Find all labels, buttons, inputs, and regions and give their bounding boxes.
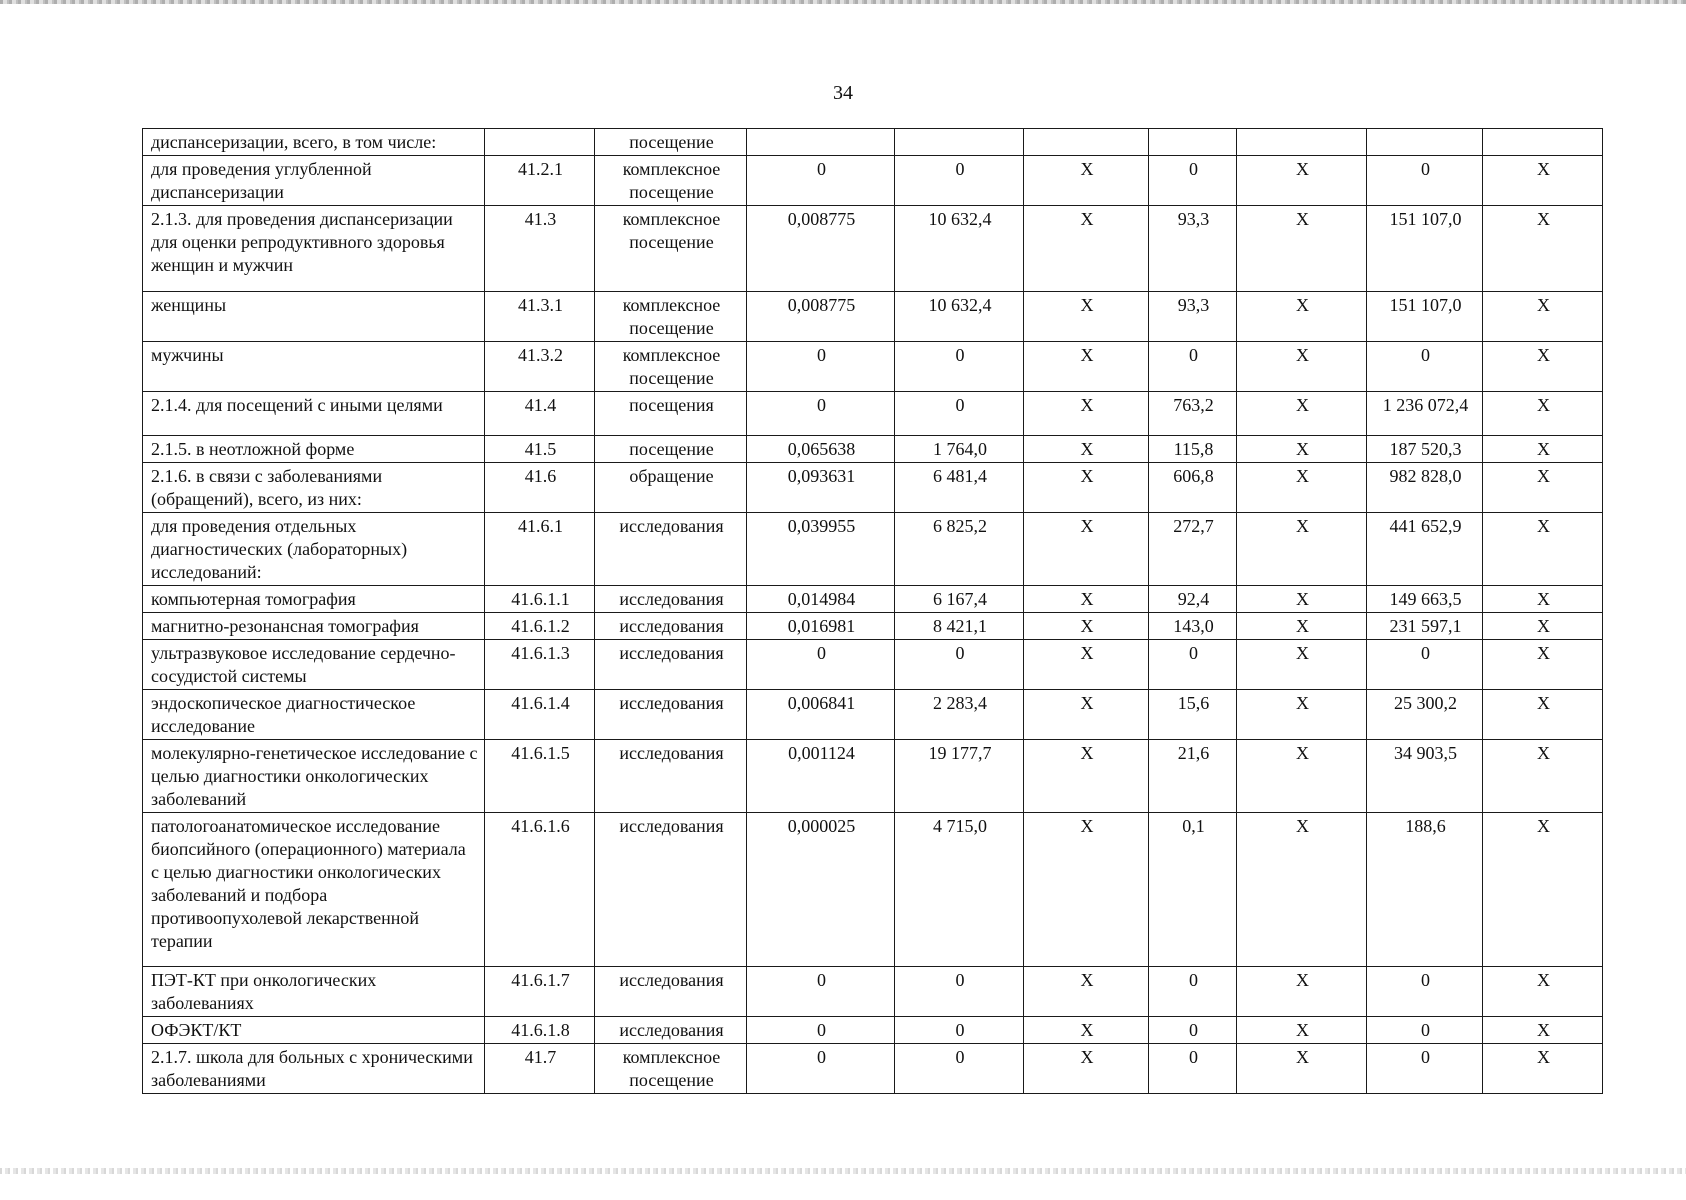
value-col-1: 0 xyxy=(747,640,895,690)
value-col-5: X xyxy=(1237,613,1367,640)
row-name: женщины xyxy=(143,292,485,342)
value-col-7: X xyxy=(1483,1044,1603,1094)
value-col-4: 143,0 xyxy=(1149,613,1237,640)
value-col-2: 6 825,2 xyxy=(895,513,1024,586)
value-col-7: X xyxy=(1483,292,1603,342)
row-code: 41.6.1.7 xyxy=(485,967,595,1017)
value-col-6: 151 107,0 xyxy=(1367,206,1483,292)
scan-edge-top xyxy=(0,0,1686,4)
value-col-6 xyxy=(1367,129,1483,156)
value-col-3: X xyxy=(1024,613,1149,640)
value-col-1: 0 xyxy=(747,1017,895,1044)
row-code: 41.7 xyxy=(485,1044,595,1094)
table-row xyxy=(143,463,1603,513)
value-col-7: X xyxy=(1483,513,1603,586)
value-col-4: 0 xyxy=(1149,1044,1237,1094)
value-col-4: 92,4 xyxy=(1149,586,1237,613)
value-col-1: 0 xyxy=(747,1044,895,1094)
value-col-2: 10 632,4 xyxy=(895,292,1024,342)
value-col-5: X xyxy=(1237,392,1367,436)
row-name: ОФЭКТ/КТ xyxy=(143,1017,485,1044)
table-row xyxy=(143,292,1603,342)
value-col-4: 0 xyxy=(1149,156,1237,206)
value-col-4: 15,6 xyxy=(1149,690,1237,740)
value-col-1: 0,001124 xyxy=(747,740,895,813)
value-col-5: X xyxy=(1237,690,1367,740)
row-name: 2.1.3. для проведения диспансеризации для оценки репродуктивного здоровья женщин и мужчин xyxy=(143,206,485,292)
value-col-5: X xyxy=(1237,463,1367,513)
value-col-4: 93,3 xyxy=(1149,292,1237,342)
value-col-1: 0,000025 xyxy=(747,813,895,967)
value-col-7: X xyxy=(1483,392,1603,436)
table-row xyxy=(143,640,1603,690)
value-col-7: X xyxy=(1483,342,1603,392)
value-col-7: X xyxy=(1483,156,1603,206)
value-col-3: X xyxy=(1024,342,1149,392)
row-unit: исследования xyxy=(595,813,747,967)
value-col-7: X xyxy=(1483,463,1603,513)
value-col-6: 0 xyxy=(1367,1017,1483,1044)
row-name: 2.1.5. в неотложной форме xyxy=(143,436,485,463)
value-col-6: 441 652,9 xyxy=(1367,513,1483,586)
row-code: 41.6.1.6 xyxy=(485,813,595,967)
value-col-1: 0,065638 xyxy=(747,436,895,463)
value-col-3: X xyxy=(1024,1017,1149,1044)
row-unit: исследования xyxy=(595,640,747,690)
table-row xyxy=(143,156,1603,206)
row-code: 41.3.2 xyxy=(485,342,595,392)
value-col-1: 0,014984 xyxy=(747,586,895,613)
value-col-7: X xyxy=(1483,740,1603,813)
value-col-2: 6 167,4 xyxy=(895,586,1024,613)
value-col-4: 0 xyxy=(1149,967,1237,1017)
row-code xyxy=(485,129,595,156)
row-name: молекулярно-генетическое исследование с целью диагностики онкологических заболеваний xyxy=(143,740,485,813)
value-col-3: X xyxy=(1024,463,1149,513)
row-unit: комплексное посещение xyxy=(595,1044,747,1094)
value-col-1: 0,093631 xyxy=(747,463,895,513)
value-col-1: 0 xyxy=(747,342,895,392)
value-col-3: X xyxy=(1024,690,1149,740)
value-col-3: X xyxy=(1024,436,1149,463)
value-col-6: 149 663,5 xyxy=(1367,586,1483,613)
value-col-1: 0 xyxy=(747,392,895,436)
row-code: 41.5 xyxy=(485,436,595,463)
row-unit: обращение xyxy=(595,463,747,513)
row-unit: исследования xyxy=(595,1017,747,1044)
value-col-4: 21,6 xyxy=(1149,740,1237,813)
row-code: 41.6.1 xyxy=(485,513,595,586)
value-col-4: 93,3 xyxy=(1149,206,1237,292)
value-col-5: X xyxy=(1237,813,1367,967)
row-unit: посещение xyxy=(595,436,747,463)
value-col-3: X xyxy=(1024,640,1149,690)
value-col-4: 0 xyxy=(1149,1017,1237,1044)
row-name: патологоанатомическое исследование биопсийного (операционного) материала с целью диагностики онкологических заболеваний и подбора противоопухолевой лекарственной терапии xyxy=(143,813,485,967)
table-row xyxy=(143,613,1603,640)
value-col-1: 0 xyxy=(747,967,895,1017)
table-row xyxy=(143,392,1603,436)
value-col-2: 0 xyxy=(895,1017,1024,1044)
value-col-6: 34 903,5 xyxy=(1367,740,1483,813)
value-col-4: 763,2 xyxy=(1149,392,1237,436)
value-col-1: 0,016981 xyxy=(747,613,895,640)
value-col-3: X xyxy=(1024,513,1149,586)
value-col-3: X xyxy=(1024,813,1149,967)
row-unit: исследования xyxy=(595,613,747,640)
value-col-4 xyxy=(1149,129,1237,156)
row-unit: исследования xyxy=(595,967,747,1017)
value-col-6: 151 107,0 xyxy=(1367,292,1483,342)
row-unit: комплексное посещение xyxy=(595,206,747,292)
value-col-3: X xyxy=(1024,1044,1149,1094)
table-row xyxy=(143,129,1603,156)
row-name: эндоскопическое диагностическое исследование xyxy=(143,690,485,740)
table-row xyxy=(143,1017,1603,1044)
row-code: 41.2.1 xyxy=(485,156,595,206)
value-col-2: 2 283,4 xyxy=(895,690,1024,740)
value-col-6: 0 xyxy=(1367,640,1483,690)
row-name: ультразвуковое исследование сердечно-сосудистой системы xyxy=(143,640,485,690)
row-code: 41.6 xyxy=(485,463,595,513)
value-col-4: 606,8 xyxy=(1149,463,1237,513)
value-col-6: 231 597,1 xyxy=(1367,613,1483,640)
value-col-7: X xyxy=(1483,967,1603,1017)
value-col-6: 0 xyxy=(1367,156,1483,206)
value-col-7: X xyxy=(1483,613,1603,640)
row-unit: исследования xyxy=(595,586,747,613)
value-col-5: X xyxy=(1237,740,1367,813)
row-code: 41.6.1.3 xyxy=(485,640,595,690)
value-col-5 xyxy=(1237,129,1367,156)
row-unit: комплексное посещение xyxy=(595,292,747,342)
value-col-2: 19 177,7 xyxy=(895,740,1024,813)
row-unit: посещение xyxy=(595,129,747,156)
value-col-3: X xyxy=(1024,206,1149,292)
table-row xyxy=(143,436,1603,463)
value-col-2: 0 xyxy=(895,392,1024,436)
value-col-2: 0 xyxy=(895,342,1024,392)
row-code: 41.6.1.1 xyxy=(485,586,595,613)
value-col-1: 0,039955 xyxy=(747,513,895,586)
row-unit: исследования xyxy=(595,690,747,740)
page-number: 34 xyxy=(833,82,853,104)
value-col-5: X xyxy=(1237,156,1367,206)
value-col-2: 0 xyxy=(895,156,1024,206)
value-col-1: 0,006841 xyxy=(747,690,895,740)
value-col-7: X xyxy=(1483,1017,1603,1044)
value-col-7: X xyxy=(1483,436,1603,463)
value-col-5: X xyxy=(1237,1017,1367,1044)
value-col-7 xyxy=(1483,129,1603,156)
table-row xyxy=(143,1044,1603,1094)
row-name: 2.1.4. для посещений с иными целями xyxy=(143,392,485,436)
value-col-3: X xyxy=(1024,740,1149,813)
row-name: компьютерная томография xyxy=(143,586,485,613)
row-code: 41.4 xyxy=(485,392,595,436)
value-col-6: 188,6 xyxy=(1367,813,1483,967)
row-name: для проведения отдельных диагностических (лабораторных) исследований: xyxy=(143,513,485,586)
value-col-4: 115,8 xyxy=(1149,436,1237,463)
value-col-2: 10 632,4 xyxy=(895,206,1024,292)
value-col-6: 0 xyxy=(1367,1044,1483,1094)
row-code: 41.6.1.4 xyxy=(485,690,595,740)
value-col-2: 0 xyxy=(895,1044,1024,1094)
row-code: 41.6.1.8 xyxy=(485,1017,595,1044)
value-col-1: 0,008775 xyxy=(747,292,895,342)
value-col-6: 1 236 072,4 xyxy=(1367,392,1483,436)
table-row xyxy=(143,342,1603,392)
row-unit: исследования xyxy=(595,740,747,813)
table-row xyxy=(143,513,1603,586)
row-unit: комплексное посещение xyxy=(595,156,747,206)
value-col-3: X xyxy=(1024,586,1149,613)
value-col-5: X xyxy=(1237,206,1367,292)
value-col-2: 6 481,4 xyxy=(895,463,1024,513)
value-col-2: 0 xyxy=(895,640,1024,690)
row-unit: посещения xyxy=(595,392,747,436)
row-code: 41.6.1.2 xyxy=(485,613,595,640)
row-unit: исследования xyxy=(595,513,747,586)
table-row xyxy=(143,586,1603,613)
value-col-2 xyxy=(895,129,1024,156)
value-col-1: 0,008775 xyxy=(747,206,895,292)
value-col-5: X xyxy=(1237,436,1367,463)
value-col-6: 0 xyxy=(1367,967,1483,1017)
row-unit: комплексное посещение xyxy=(595,342,747,392)
row-code: 41.6.1.5 xyxy=(485,740,595,813)
value-col-5: X xyxy=(1237,640,1367,690)
value-col-4: 0 xyxy=(1149,640,1237,690)
value-col-7: X xyxy=(1483,206,1603,292)
row-name: для проведения углубленной диспансеризации xyxy=(143,156,485,206)
row-code: 41.3 xyxy=(485,206,595,292)
value-col-3: X xyxy=(1024,292,1149,342)
value-col-4: 0 xyxy=(1149,342,1237,392)
value-col-3 xyxy=(1024,129,1149,156)
table-row xyxy=(143,813,1603,967)
row-name: диспансеризации, всего, в том числе: xyxy=(143,129,485,156)
value-col-6: 982 828,0 xyxy=(1367,463,1483,513)
value-col-6: 25 300,2 xyxy=(1367,690,1483,740)
value-col-5: X xyxy=(1237,342,1367,392)
row-name: 2.1.7. школа для больных с хроническими заболеваниями xyxy=(143,1044,485,1094)
row-name: мужчины xyxy=(143,342,485,392)
value-col-5: X xyxy=(1237,967,1367,1017)
value-col-5: X xyxy=(1237,586,1367,613)
value-col-7: X xyxy=(1483,640,1603,690)
value-col-4: 0,1 xyxy=(1149,813,1237,967)
value-col-6: 0 xyxy=(1367,342,1483,392)
table-row xyxy=(143,206,1603,292)
scan-edge-bottom xyxy=(0,1168,1686,1174)
value-col-3: X xyxy=(1024,156,1149,206)
value-col-2: 4 715,0 xyxy=(895,813,1024,967)
value-col-2: 8 421,1 xyxy=(895,613,1024,640)
value-col-5: X xyxy=(1237,513,1367,586)
value-col-5: X xyxy=(1237,292,1367,342)
value-col-2: 0 xyxy=(895,967,1024,1017)
value-col-1 xyxy=(747,129,895,156)
row-code: 41.3.1 xyxy=(485,292,595,342)
value-col-5: X xyxy=(1237,1044,1367,1094)
row-name: 2.1.6. в связи с заболеваниями (обращений), всего, из них: xyxy=(143,463,485,513)
value-col-3: X xyxy=(1024,392,1149,436)
value-col-1: 0 xyxy=(747,156,895,206)
value-col-3: X xyxy=(1024,967,1149,1017)
table-row xyxy=(143,690,1603,740)
value-col-7: X xyxy=(1483,690,1603,740)
tariff-table xyxy=(142,128,1603,1094)
table-row xyxy=(143,740,1603,813)
value-col-2: 1 764,0 xyxy=(895,436,1024,463)
value-col-4: 272,7 xyxy=(1149,513,1237,586)
table-body xyxy=(143,129,1603,1094)
table-row xyxy=(143,967,1603,1017)
value-col-7: X xyxy=(1483,813,1603,967)
row-name: магнитно-резонансная томография xyxy=(143,613,485,640)
value-col-7: X xyxy=(1483,586,1603,613)
value-col-6: 187 520,3 xyxy=(1367,436,1483,463)
row-name: ПЭТ-КТ при онкологических заболеваниях xyxy=(143,967,485,1017)
